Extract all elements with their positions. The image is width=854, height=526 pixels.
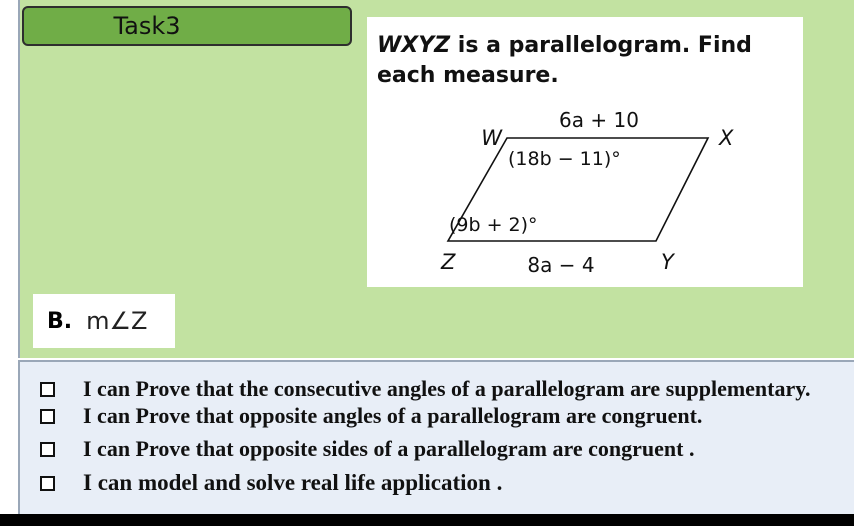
- checklist-item-text: I can Prove that opposite angles of a parallelogram are congruent.: [83, 403, 703, 428]
- problem-statement-rest: is a parallelogram. Find each measure.: [377, 33, 752, 88]
- part-b-measure: m∠Z: [86, 307, 148, 335]
- parallelogram-name: WXYZ: [377, 33, 451, 58]
- checkbox[interactable]: [40, 409, 55, 424]
- checklist-item-text: I can Prove that opposite sides of a parallelogram are congruent .: [83, 436, 695, 461]
- checklist-item-text: I can Prove that the consecutive angles of a parallelogram are supplementary.: [83, 376, 811, 401]
- learning-checklist: [18, 360, 854, 514]
- part-b-question: [33, 294, 175, 348]
- checklist-item: [40, 468, 502, 498]
- checklist-item-text: I can model and solve real life application .: [83, 470, 503, 495]
- side-zy-label: 8a − 4: [527, 253, 595, 277]
- checkbox[interactable]: [40, 476, 55, 491]
- vertex-z-label: Z: [441, 250, 456, 274]
- side-wx-label: 6a + 10: [559, 108, 639, 132]
- part-b-label: B.: [47, 308, 73, 334]
- angle-w-label: (18b − 11)°: [508, 148, 621, 170]
- checkbox[interactable]: [40, 442, 55, 457]
- task-title: Task3: [113, 12, 181, 40]
- vertex-x-label: X: [719, 126, 734, 150]
- checklist-item: [40, 374, 811, 404]
- checklist-item: [40, 401, 702, 431]
- checkbox[interactable]: [40, 382, 55, 397]
- task-title-tab: [22, 6, 352, 46]
- parallelogram-figure: [367, 17, 803, 287]
- checklist-item: [40, 434, 694, 464]
- problem-card: [367, 17, 803, 287]
- angle-z-label: (9b + 2)°: [449, 214, 538, 236]
- bottom-bar: [0, 514, 854, 526]
- vertex-w-label: W: [481, 126, 502, 150]
- vertex-y-label: Y: [661, 250, 674, 274]
